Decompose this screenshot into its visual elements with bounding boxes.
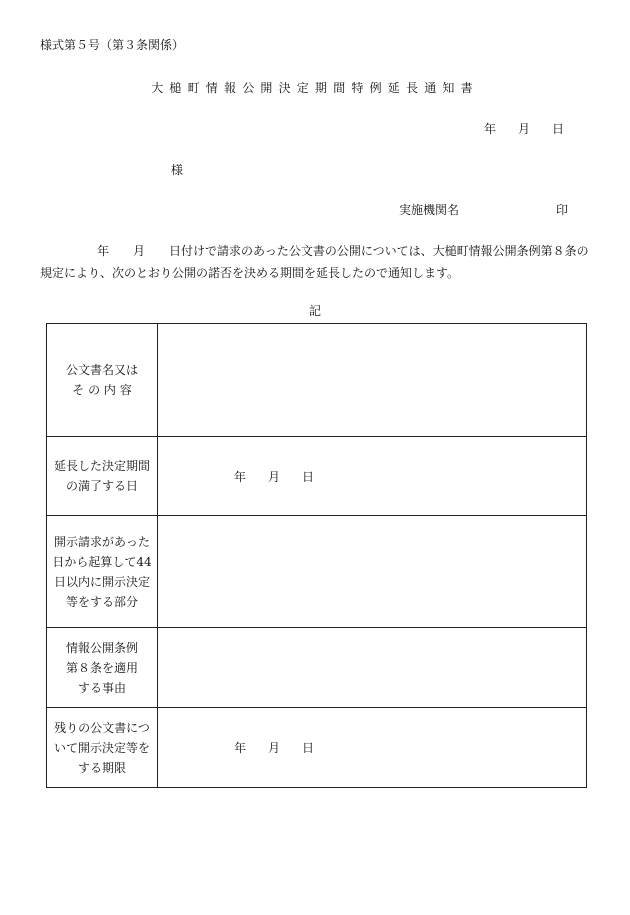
info-table (46, 323, 587, 788)
row-value[interactable] (158, 324, 587, 437)
label-line: 第８条を適用 (65, 660, 138, 675)
header-date-month: 月 (518, 122, 531, 136)
issuer-seal: 印 (556, 203, 569, 217)
label-line: 公文書名又は (65, 363, 138, 377)
label-line: 情報公開条例 (65, 640, 138, 655)
label-line: の満了する日 (65, 479, 138, 493)
row-value[interactable] (158, 628, 587, 708)
date-day: 日 (302, 741, 315, 755)
date-month: 月 (268, 469, 281, 484)
form-number: 様式第５号（第３条関係） (40, 38, 185, 52)
document-title: 大槌町情報公開決定期間特例延長通知書 (151, 81, 479, 95)
date-day: 日 (302, 469, 315, 484)
header-date-day: 日 (552, 122, 565, 136)
row-value[interactable] (158, 516, 587, 628)
body-paragraph (40, 240, 600, 284)
header-date (484, 121, 564, 137)
row-label (47, 437, 158, 516)
table-row (47, 516, 587, 628)
body-month: 月 (133, 244, 146, 258)
date-year: 年 (234, 469, 247, 484)
date-year: 年 (234, 741, 247, 755)
label-line: そ の 内 容 (72, 383, 132, 397)
row-label (47, 628, 158, 708)
row-value-date[interactable] (158, 437, 587, 516)
body-text: 日付けで請求のあった公文書の公開については、大槌町情報公開条例第８条の規定により、次のとおり公開の諾否を決める期間を延長したので通知します。 (40, 244, 589, 280)
issuer-label: 実施機関名 (399, 203, 460, 217)
header-date-year: 年 (484, 122, 497, 136)
table-row (47, 628, 587, 708)
ki-heading: 記 (308, 304, 321, 318)
row-label (47, 708, 158, 788)
label-line: 日から起算して44 (52, 554, 152, 569)
body-year: 年 (97, 244, 110, 258)
table-row (47, 437, 587, 516)
table-row (47, 324, 587, 437)
label-line: 日以内に開示決定 (53, 574, 150, 589)
label-line: 残りの公文書につ (54, 720, 150, 735)
date-month: 月 (268, 741, 281, 755)
row-label (47, 516, 158, 628)
label-line: いて開示決定等を (53, 740, 150, 755)
row-value-date[interactable] (158, 708, 587, 788)
label-line: 等をする部分 (65, 594, 138, 609)
table-row (47, 708, 587, 788)
recipient-suffix: 様 (171, 163, 184, 177)
label-line: する期限 (77, 760, 126, 775)
label-line: 延長した決定期間 (53, 459, 150, 473)
label-line: する事由 (77, 680, 126, 695)
row-label (47, 324, 158, 437)
label-line: 開示請求があった (54, 534, 150, 549)
